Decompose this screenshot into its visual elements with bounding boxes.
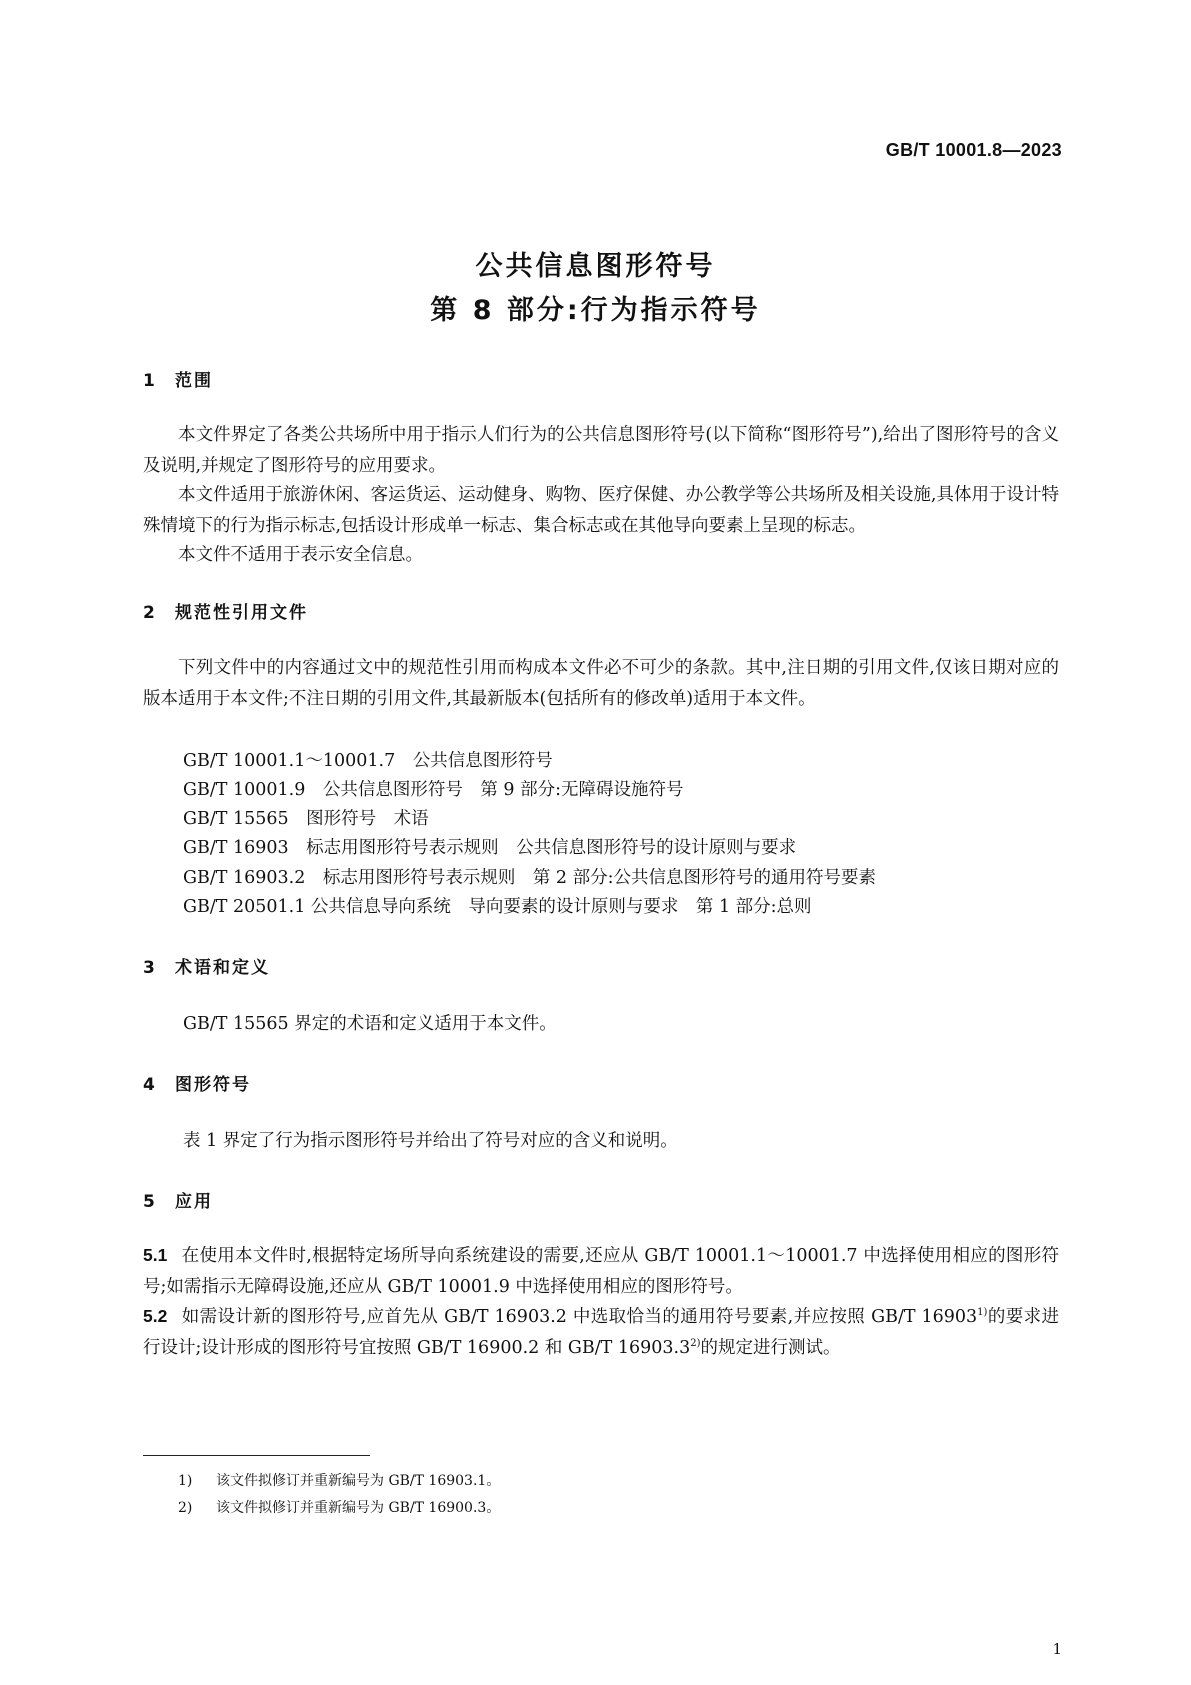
- clause-number: 5.1: [143, 1245, 168, 1265]
- footnote-2: [178, 1497, 500, 1517]
- section-title: 应用: [175, 1192, 213, 1212]
- terms-paragraph: GB/T 15565 界定的术语和定义适用于本文件。: [183, 1014, 557, 1034]
- section-title: 图形符号: [175, 1075, 251, 1095]
- clause-text: 在使用本文件时,根据特定场所导向系统建设的需要,还应从 GB/T 10001.1～10001.7 中选择使用相应的图形符号;如需指示无障碍设施,还应从 GB/T 10001.9 中选择使用相应的图形符号。: [143, 1246, 1059, 1297]
- reference-item: GB/T 20501.1 公共信息导向系统 导向要素的设计原则与要求 第 1 部分:总则: [183, 897, 812, 917]
- scope-paragraph-1: 本文件界定了各类公共场所中用于指示人们行为的公共信息图形符号(以下简称“图形符号”),给出了图形符号的含义及说明,并规定了图形符号的应用要求。: [143, 425, 1059, 476]
- footnote-mark: 1): [178, 1473, 193, 1489]
- reference-item: GB/T 10001.9 公共信息图形符号 第 9 部分:无障碍设施符号: [183, 780, 684, 800]
- reference-item: GB/T 15565 图形符号 术语: [183, 809, 429, 829]
- footnote-divider: [143, 1455, 370, 1456]
- scope-paragraph-3: 本文件不适用于表示安全信息。: [178, 545, 423, 565]
- reference-item: GB/T 16903 标志用图形符号表示规则 公共信息图形符号的设计原则与要求: [183, 838, 797, 858]
- document-title: 公共信息图形符号: [475, 251, 716, 282]
- clause-5-2: [143, 1301, 1059, 1364]
- section-number: 3: [143, 958, 157, 978]
- document-subtitle: 第 8 部分:行为指示符号: [430, 295, 761, 326]
- footnote-ref-2[interactable]: 2): [690, 1338, 701, 1350]
- reference-item: GB/T 10001.1～10001.7 公共信息图形符号: [183, 751, 553, 771]
- section-heading-terms: [143, 953, 270, 978]
- scope-paragraph-2: 本文件适用于旅游休闲、客运货运、运动健身、购物、医疗保健、办公教学等公共场所及相关设施,具体用于设计特殊情境下的行为指示标志,包括设计形成单一标志、集合标志或在其他导向要素上呈现的标志。: [143, 485, 1059, 536]
- footnote-1: [178, 1470, 500, 1490]
- section-heading-scope: [143, 366, 213, 391]
- footnote-text: 该文件拟修订并重新编号为 GB/T 16900.3。: [216, 1500, 501, 1516]
- reference-item: GB/T 16903.2 标志用图形符号表示规则 第 2 部分:公共信息图形符号的通用符号要素: [183, 868, 876, 888]
- clause-number: 5.2: [143, 1306, 168, 1326]
- symbols-paragraph: 表 1 界定了行为指示图形符号并给出了符号对应的含义和说明。: [183, 1131, 678, 1151]
- footnote-mark: 2): [178, 1500, 193, 1516]
- section-number: 5: [143, 1192, 157, 1212]
- section-number: 4: [143, 1075, 157, 1095]
- page-number: 1: [1052, 1640, 1062, 1658]
- section-heading-graphical-symbols: [143, 1070, 251, 1095]
- section-heading-application: [143, 1187, 213, 1212]
- footnote-text: 该文件拟修订并重新编号为 GB/T 16903.1。: [216, 1473, 501, 1489]
- clause-5-1: [143, 1240, 1059, 1303]
- clause-text: 的规定进行测试。: [700, 1338, 841, 1358]
- section-heading-normative-references: [143, 598, 308, 623]
- section-title: 术语和定义: [175, 958, 270, 978]
- clause-text: 的要求进行设计;设计形成的图形符号宜按照 GB/T 16900.2 和 GB/T 16903.3: [143, 1307, 1060, 1358]
- section-number: 2: [143, 603, 157, 623]
- footnote-ref-1[interactable]: 1): [977, 1307, 988, 1319]
- clause-text: 如需设计新的图形符号,应首先从 GB/T 16903.2 中选取恰当的通用符号要素,并应按照 GB/T 16903: [181, 1307, 978, 1327]
- section-title: 规范性引用文件: [175, 603, 308, 623]
- section-title: 范围: [175, 371, 213, 391]
- document-code: GB/T 10001.8—2023: [885, 140, 1062, 160]
- section-number: 1: [143, 371, 157, 391]
- references-intro-paragraph: 下列文件中的内容通过文中的规范性引用而构成本文件必不可少的条款。其中,注日期的引用文件,仅该日期对应的版本适用于本文件;不注日期的引用文件,其最新版本(包括所有的修改单)适用于本文件。: [143, 658, 1059, 709]
